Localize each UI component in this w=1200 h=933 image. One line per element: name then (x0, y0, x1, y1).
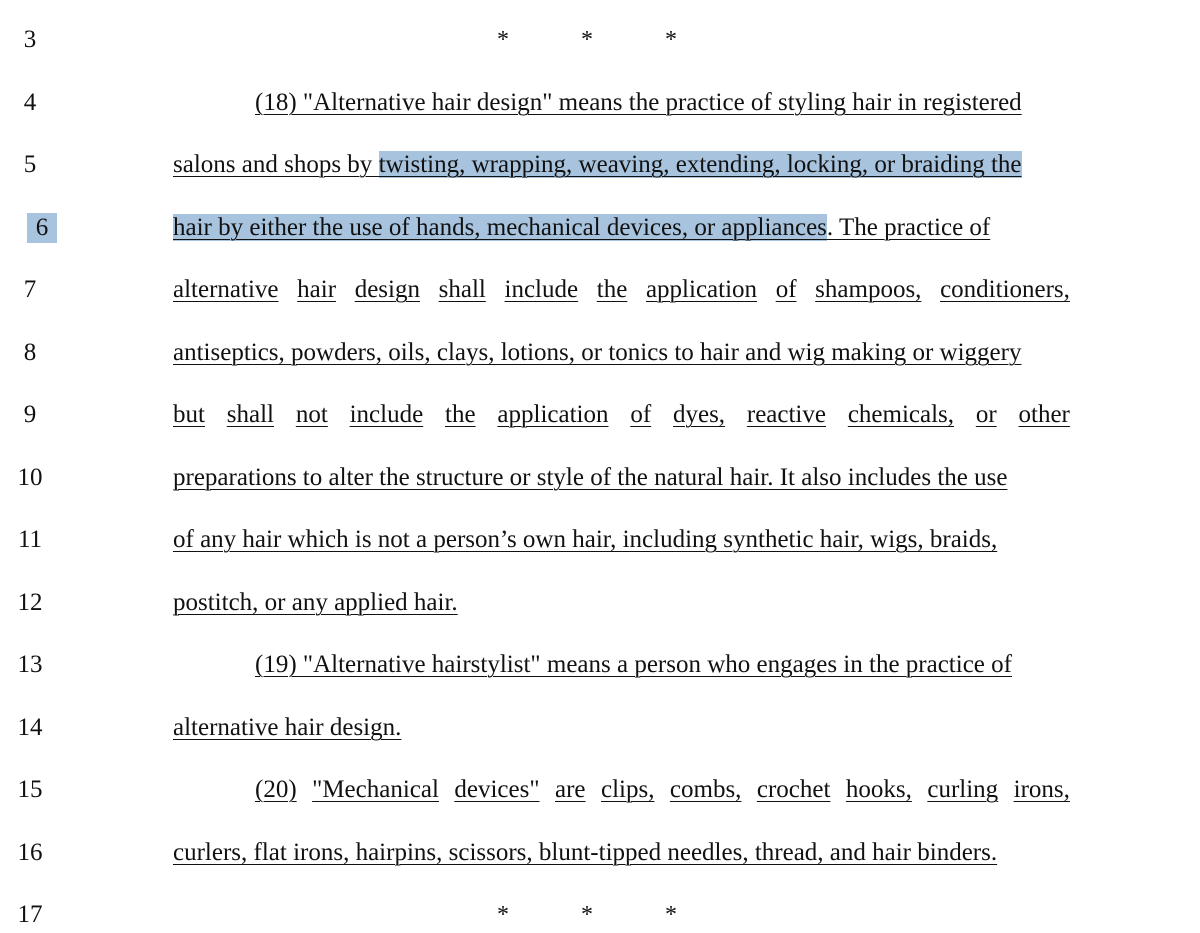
line-number: 17 (17, 901, 43, 928)
selected-text[interactable]: hair by either the use of hands, mechanical devices, or appliances (173, 214, 827, 241)
word: application (645, 276, 758, 303)
line-number: 4 (23, 89, 37, 116)
star: * (665, 27, 677, 53)
line-number: 16 (17, 839, 43, 866)
line-number: 8 (23, 339, 37, 366)
line-number: 14 (17, 714, 43, 741)
text-line-12[interactable]: postitch, or any applied hair. (173, 589, 458, 616)
word: of (775, 276, 797, 303)
star: * (497, 902, 509, 928)
word: hooks, (845, 776, 912, 803)
word: conditioners, (940, 276, 1070, 303)
text-line-9[interactable] (173, 400, 1070, 430)
word: combs, (669, 776, 742, 803)
omission-stars-bottom (497, 900, 677, 930)
word: curling (927, 776, 999, 803)
star: * (581, 902, 593, 928)
word: are (555, 776, 586, 803)
word: include (349, 401, 424, 428)
line-number: 15 (17, 776, 43, 803)
line-number: 11 (17, 526, 43, 553)
word: include (504, 276, 579, 303)
text-line-7[interactable] (173, 275, 1070, 305)
word: "Mechanical (312, 776, 439, 803)
line-number: 12 (17, 589, 43, 616)
word: of (630, 401, 652, 428)
text-line-5[interactable] (173, 150, 1070, 180)
text-line-15[interactable] (255, 775, 1070, 805)
word: crochet (756, 776, 831, 803)
word: devices" (454, 776, 540, 803)
text-line-6[interactable] (173, 213, 1070, 243)
text-segment: salons and shops by (173, 151, 379, 178)
line-number: 9 (23, 401, 37, 428)
word: dyes, (672, 401, 726, 428)
word: shall (438, 276, 486, 303)
word: (20) (255, 776, 297, 803)
word: or (975, 401, 997, 428)
line-number: 3 (23, 26, 37, 53)
star: * (497, 27, 509, 53)
line-number: 10 (17, 464, 43, 491)
text-line-16[interactable]: curlers, flat irons, hairpins, scissors, blunt-tipped needles, thread, and hair binders. (173, 839, 998, 866)
word: application (497, 401, 609, 428)
word: irons, (1013, 776, 1070, 803)
line-number: 7 (23, 276, 37, 303)
line-number: 5 (23, 151, 37, 178)
word: the (445, 401, 476, 428)
text-segment: . The practice of (826, 214, 991, 241)
word: clips, (600, 776, 655, 803)
text-line-10[interactable]: preparations to alter the structure or style of the natural hair. It also includes the use (173, 464, 1008, 491)
word: shampoos, (815, 276, 922, 303)
word: chemicals, (847, 401, 955, 428)
word: the (596, 276, 628, 303)
word: shall (226, 401, 274, 428)
word: hair (297, 276, 337, 303)
word: alternative (173, 276, 279, 303)
text-line-14[interactable]: alternative hair design. (173, 714, 402, 741)
text-line-11[interactable]: of any hair which is not a person’s own hair, including synthetic hair, wigs, braids, (173, 526, 998, 553)
text-line-4[interactable]: (18) "Alternative hair design" means the practice of styling hair in registered (255, 89, 1022, 116)
word: but (173, 401, 205, 428)
line-number-selected: 6 (27, 213, 57, 243)
selected-text[interactable]: twisting, wrapping, weaving, extending, locking, or braiding the (378, 151, 1022, 178)
star: * (581, 27, 593, 53)
text-line-8[interactable]: antiseptics, powders, oils, clays, lotions, or tonics to hair and wig making or wiggery (173, 339, 1022, 366)
word: design (354, 276, 420, 303)
word: reactive (746, 401, 826, 428)
star: * (665, 902, 677, 928)
line-number: 13 (17, 651, 43, 678)
word: other (1018, 401, 1070, 428)
text-line-13[interactable]: (19) "Alternative hairstylist" means a person who engages in the practice of (255, 651, 1012, 678)
word: not (295, 401, 328, 428)
omission-stars-top (497, 25, 677, 55)
